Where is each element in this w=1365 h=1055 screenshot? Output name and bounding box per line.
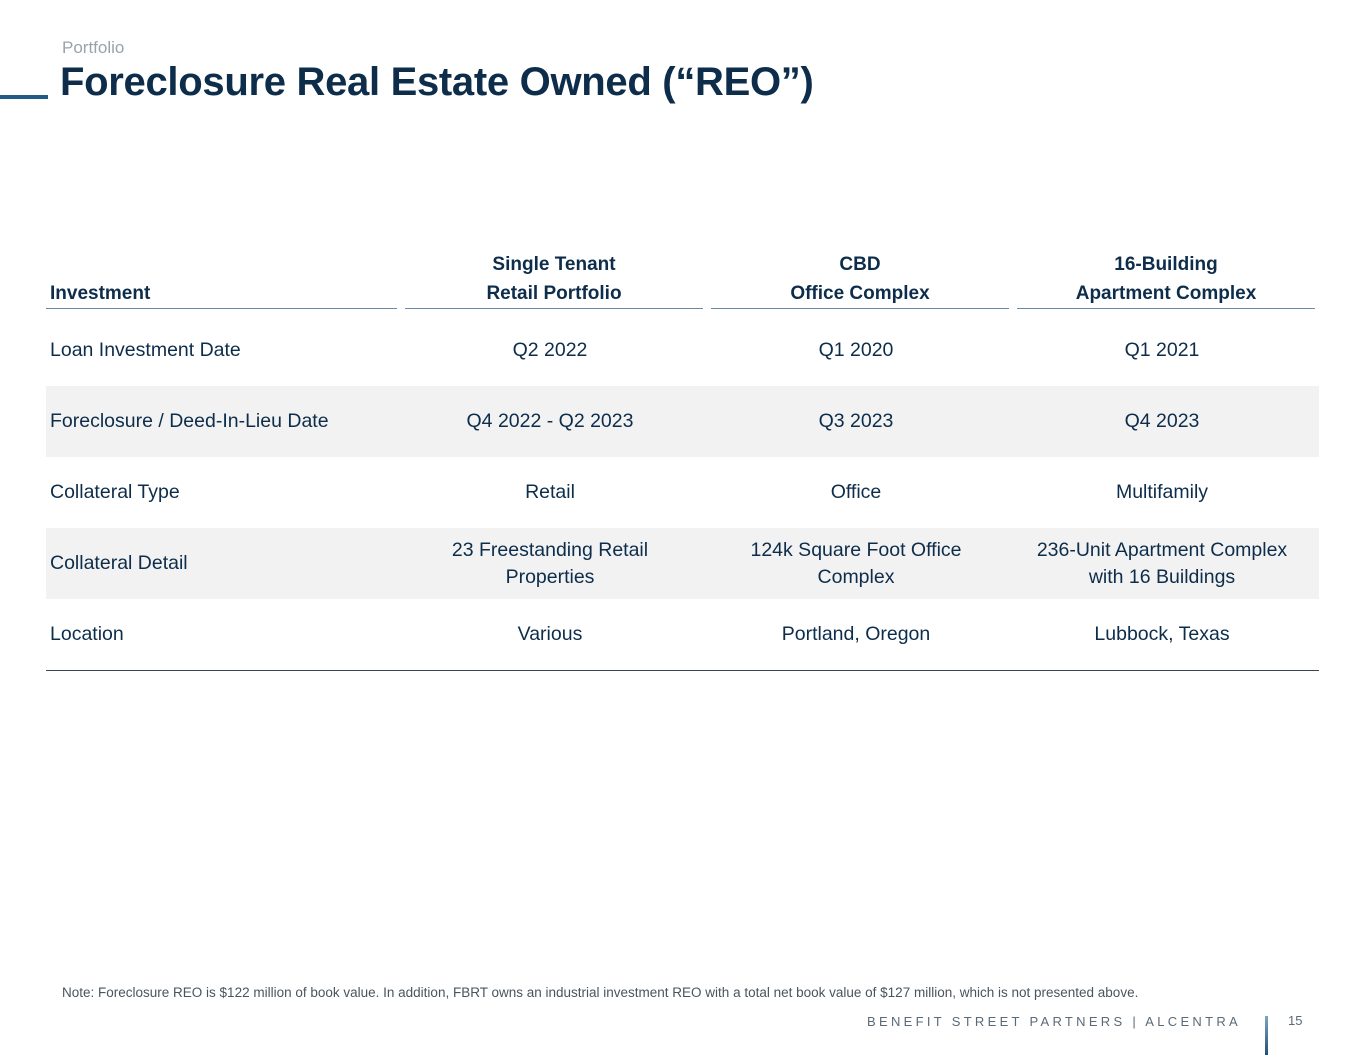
table-cell: Various bbox=[517, 623, 583, 645]
table-row bbox=[46, 315, 1319, 386]
column-header-line1: 16-Building bbox=[1114, 254, 1218, 275]
cell-line: with 16 Buildings bbox=[1088, 565, 1236, 588]
table-cell: Q4 2022 - Q2 2023 bbox=[466, 410, 634, 432]
table-cell: Lubbock, Texas bbox=[1094, 623, 1230, 645]
header-underline bbox=[46, 308, 1319, 310]
table-cell: Q1 2020 bbox=[818, 339, 894, 361]
footer-accent-bar bbox=[1265, 1016, 1268, 1055]
page-title: Foreclosure Real Estate Owned (“REO”) bbox=[60, 60, 814, 104]
column-header-label: Investment bbox=[50, 283, 151, 304]
table-row bbox=[46, 457, 1319, 528]
reo-table bbox=[46, 250, 1319, 671]
footnote: Note: Foreclosure REO is $122 million of book value. In addition, FBRT owns an industrial investment REO with a total net book value of $127 million, which is not presented above. bbox=[62, 985, 1139, 1000]
column-header-apartment bbox=[1017, 250, 1315, 308]
column-header-line1: CBD bbox=[839, 254, 881, 275]
column-header-investment bbox=[46, 250, 397, 308]
cell-line: 23 Freestanding Retail bbox=[451, 538, 649, 561]
table-row bbox=[46, 528, 1319, 599]
title-accent-bar bbox=[0, 95, 48, 99]
column-header-line2: Office Complex bbox=[790, 283, 930, 304]
table-row bbox=[46, 599, 1319, 670]
table-cell: Retail bbox=[525, 481, 575, 503]
column-header-line2: Apartment Complex bbox=[1075, 283, 1257, 304]
table-header-row bbox=[46, 250, 1319, 308]
row-label: Collateral Type bbox=[50, 481, 180, 503]
table-row bbox=[46, 386, 1319, 457]
column-header-line1: Single Tenant bbox=[492, 254, 616, 275]
footer-brand: BENEFIT STREET PARTNERS | ALCENTRA bbox=[867, 1014, 1241, 1029]
cell-line: 236-Unit Apartment Complex bbox=[1036, 538, 1288, 561]
row-label: Collateral Detail bbox=[50, 552, 188, 574]
row-label: Location bbox=[50, 623, 124, 645]
row-label: Foreclosure / Deed-In-Lieu Date bbox=[50, 410, 329, 432]
page-number: 15 bbox=[1288, 1013, 1303, 1028]
table-cell bbox=[703, 537, 1009, 591]
table-cell: Q3 2023 bbox=[818, 410, 894, 432]
table-cell: Portland, Oregon bbox=[781, 623, 931, 645]
table-cell bbox=[397, 537, 703, 591]
cell-line: Properties bbox=[505, 565, 595, 588]
table-cell: Office bbox=[830, 481, 882, 503]
table-cell: Q2 2022 bbox=[512, 339, 588, 361]
table-cell: Q1 2021 bbox=[1124, 339, 1200, 361]
column-header-retail bbox=[405, 250, 703, 308]
column-header-office bbox=[711, 250, 1009, 308]
cell-line: Complex bbox=[817, 565, 895, 588]
table-cell: Q4 2023 bbox=[1124, 410, 1200, 432]
column-header-line2: Retail Portfolio bbox=[486, 283, 622, 304]
row-label: Loan Investment Date bbox=[50, 339, 241, 361]
section-label: Portfolio bbox=[62, 38, 125, 57]
table-cell bbox=[1009, 537, 1315, 591]
cell-line: 124k Square Foot Office bbox=[750, 538, 962, 561]
table-bottom-rule bbox=[46, 670, 1319, 671]
table-cell: Multifamily bbox=[1115, 481, 1209, 503]
